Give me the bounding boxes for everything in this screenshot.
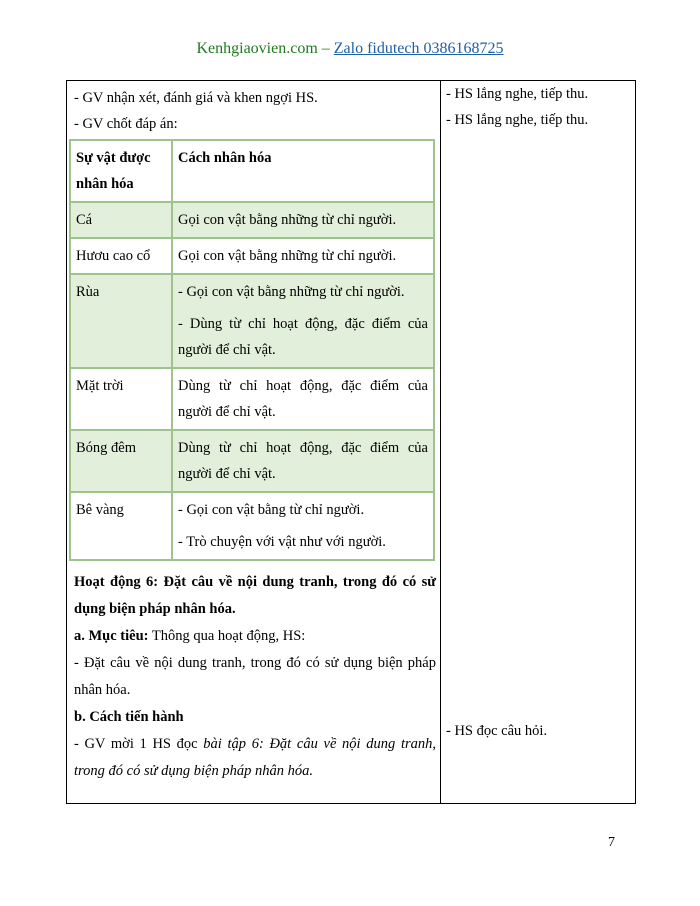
step-exercise: bài tập 6 <box>203 736 259 752</box>
answer-header-thing: Sự vật được nhân hóa <box>70 140 172 202</box>
row-thing: Hươu cao cổ <box>70 238 172 274</box>
lesson-table <box>66 80 636 804</box>
page-number: 7 <box>608 835 615 850</box>
student-line-3: - HS đọc câu hỏi. <box>446 723 548 739</box>
row-way-line: - Dùng từ chỉ hoạt động, đặc điểm của người để chỉ vật. <box>178 316 428 358</box>
row-way-line: - Gọi con vật bằng những từ chỉ người. <box>178 284 405 300</box>
row-way: Dùng từ chỉ hoạt động, đặc điểm của người để chỉ vật. <box>172 430 434 492</box>
row-way-line: - Gọi con vật bằng từ chỉ người. <box>178 502 365 518</box>
row-way <box>172 274 434 368</box>
site-name: Kenhgiaovien.com <box>196 40 318 57</box>
step-exercise-text: : Đặt câu về nội dung tranh, trong đó có sử dụng biện pháp nhân hóa. <box>74 736 436 779</box>
zalo-link[interactable]: Zalo fidutech 0386168725 <box>333 40 504 57</box>
row-thing: Rùa <box>70 274 172 368</box>
teacher-column <box>74 87 436 135</box>
teacher-line-2: - GV chốt đáp án: <box>74 116 178 132</box>
header-separator: – <box>317 40 334 57</box>
row-way: Dùng từ chỉ hoạt động, đặc điểm của người để chỉ vật. <box>172 368 434 430</box>
steps-label: b. Cách tiến hành <box>74 709 184 725</box>
answer-table <box>69 139 435 561</box>
row-thing: Cá <box>70 202 172 238</box>
row-way: Gọi con vật bằng những từ chỉ người. <box>172 238 434 274</box>
answer-header-way: Cách nhân hóa <box>172 140 434 202</box>
row-thing: Bê vàng <box>70 492 172 560</box>
student-line-2: - HS lắng nghe, tiếp thu. <box>446 112 589 128</box>
goal-label: a. Mục tiêu: <box>74 628 149 644</box>
row-thing: Bóng đêm <box>70 430 172 492</box>
goal-item: - Đặt câu về nội dung tranh, trong đó có sử dụng biện pháp nhân hóa. <box>74 655 436 698</box>
row-way-line: - Trò chuyện với vật như với người. <box>178 534 386 550</box>
activity-title: Hoạt động 6: Đặt câu về nội dung tranh, trong đó có sử dụng biện pháp nhân hóa. <box>74 574 436 617</box>
row-way: Gọi con vật bằng những từ chỉ người. <box>172 202 434 238</box>
row-thing: Mặt trời <box>70 368 172 430</box>
activity-section <box>74 569 436 785</box>
student-line-1: - HS lắng nghe, tiếp thu. <box>446 86 589 102</box>
teacher-line-1: - GV nhận xét, đánh giá và khen ngợi HS. <box>74 90 318 106</box>
page-header <box>0 40 700 58</box>
row-way <box>172 492 434 560</box>
column-divider <box>440 81 441 803</box>
goal-text: Thông qua hoạt động, HS: <box>148 628 306 644</box>
step-prefix: - GV mời 1 HS đọc <box>74 736 204 752</box>
